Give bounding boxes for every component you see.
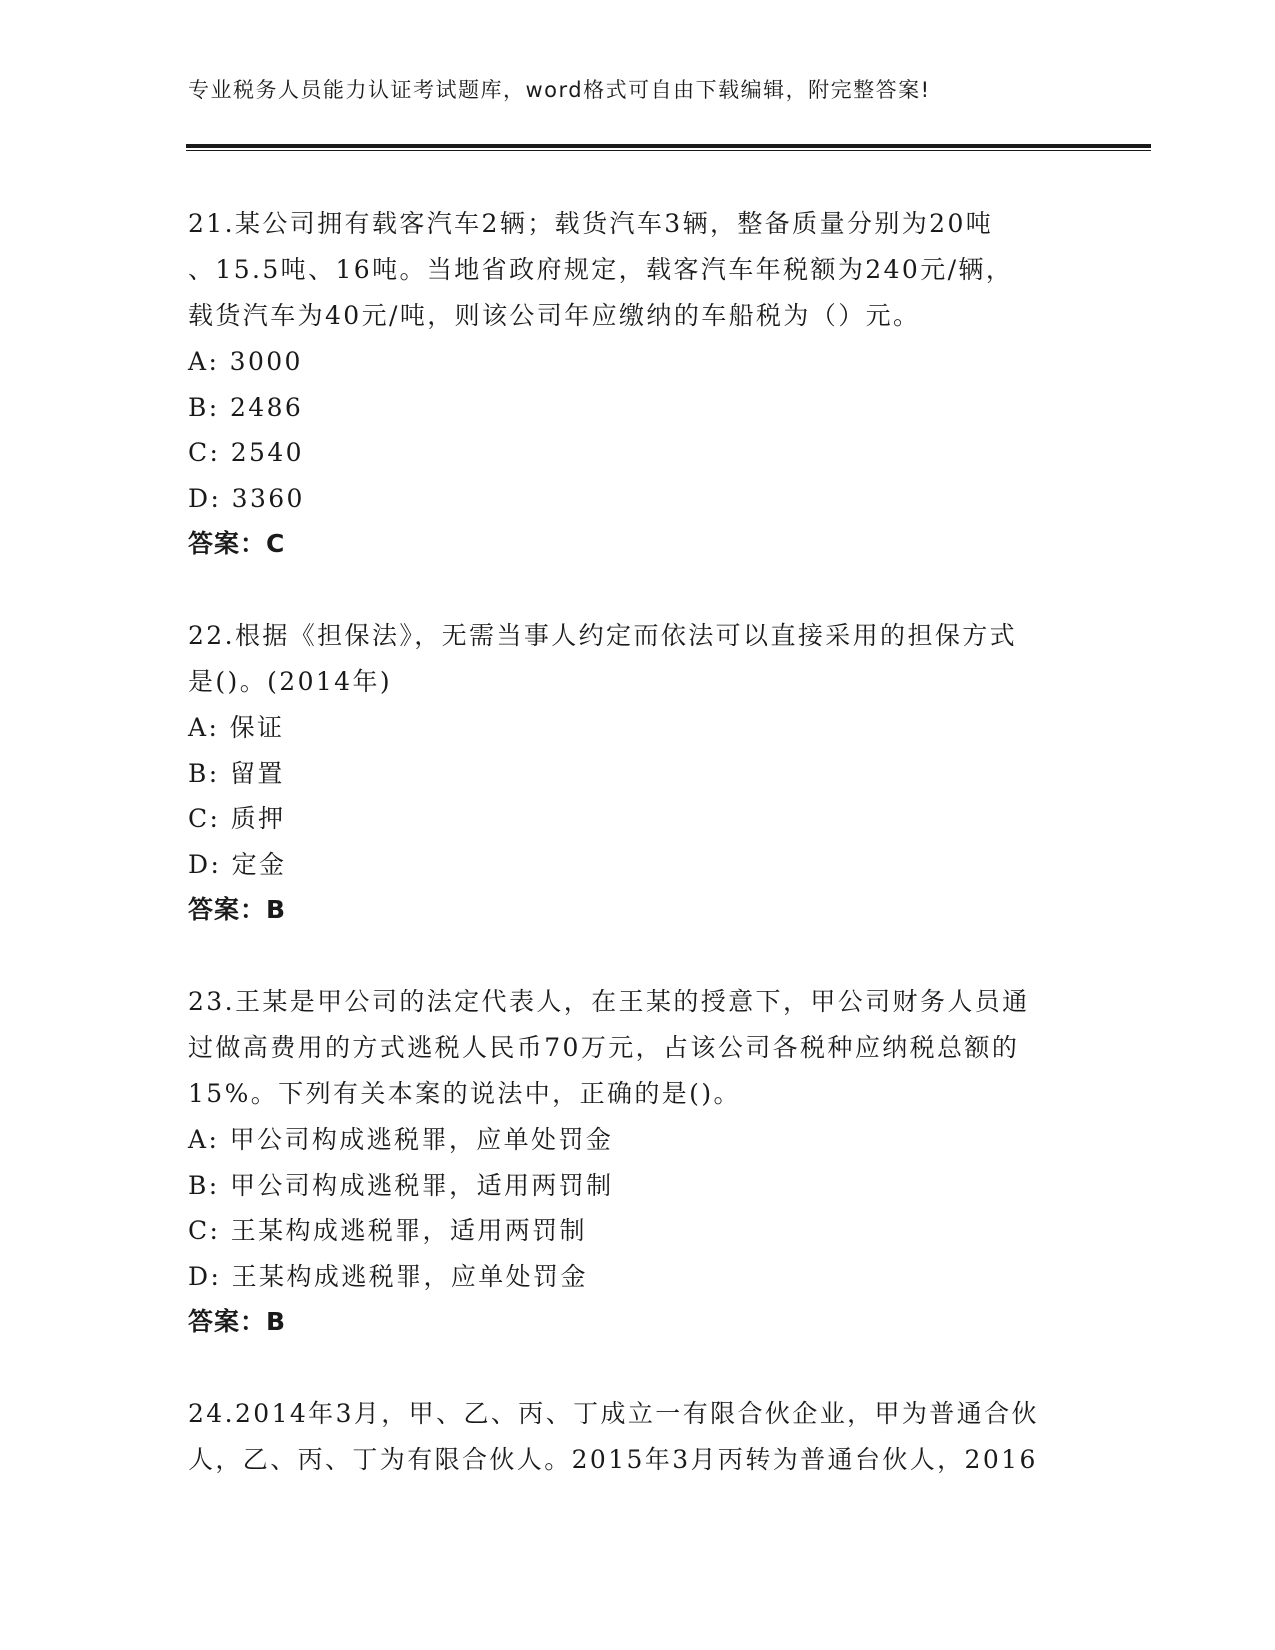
option-a	[188, 1117, 1088, 1163]
option-key: B:	[188, 1170, 220, 1200]
question-24	[188, 1391, 1088, 1483]
option-key: B:	[188, 758, 220, 788]
option-text: 甲公司构成逃税罪，适用两罚制	[229, 1170, 614, 1200]
stem-line: 21.某公司拥有载客汽车2辆；载货汽车3辆，整备质量分别为20吨	[188, 209, 994, 238]
option-text: 2486	[229, 392, 304, 422]
option-text: 保证	[229, 713, 285, 742]
option-text: 甲公司构成逃税罪，应单处罚金	[229, 1125, 614, 1154]
stem-line: 是()。(2014年)	[188, 667, 393, 696]
option-b	[188, 751, 1088, 797]
option-text: 2540	[230, 438, 304, 467]
answer: 答案：C	[188, 529, 286, 558]
question-list	[188, 201, 1088, 1529]
stem-line: 过做高费用的方式逃税人民币70万元，占该公司各税种应纳税总额的	[188, 1033, 1020, 1062]
question-stem	[188, 201, 1088, 339]
option-key: C:	[188, 438, 221, 467]
option-text: 王某构成逃税罪，适用两罚制	[230, 1216, 587, 1245]
question-stem	[188, 613, 1088, 705]
stem-line: 24.2014年3月，甲、乙、丙、丁成立一有限合伙企业，甲为普通合伙	[188, 1399, 1039, 1428]
stem-line: 22.根据《担保法》，无需当事人约定而依法可以直接采用的担保方式	[188, 621, 1018, 650]
option-d	[188, 842, 1088, 888]
stem-line: 人，乙、丙、丁为有限合伙人。2015年3月丙转为普通台伙人，2016	[188, 1445, 1038, 1474]
question-stem	[188, 979, 1088, 1117]
page-header: 专业税务人员能力认证考试题库，word格式可自由下载编辑，附完整答案!	[188, 78, 931, 102]
option-key: D:	[188, 849, 222, 879]
stem-line: 15%。下列有关本案的说法中，正确的是()。	[188, 1079, 741, 1108]
option-b	[188, 1163, 1088, 1209]
option-text: 王某构成逃税罪，应单处罚金	[231, 1261, 588, 1291]
stem-line: 载货汽车为40元/吨，则该公司年应缴纳的车船税为（）元。	[188, 301, 921, 330]
option-a	[188, 339, 1088, 385]
question-stem	[188, 1391, 1088, 1483]
option-key: A:	[188, 347, 220, 376]
option-key: D:	[188, 1261, 222, 1291]
option-b	[188, 385, 1088, 431]
option-text: 质押	[230, 804, 286, 833]
option-text: 3000	[229, 347, 303, 376]
option-c	[188, 430, 1088, 476]
option-d	[188, 1254, 1088, 1300]
option-c	[188, 796, 1088, 842]
question-23	[188, 979, 1088, 1345]
option-text: 3360	[231, 483, 305, 513]
header-rule-thick	[186, 144, 1151, 148]
answer: 答案：B	[188, 895, 287, 924]
stem-line: 23.王某是甲公司的法定代表人，在王某的授意下，甲公司财务人员通	[188, 987, 1030, 1016]
option-a	[188, 705, 1088, 751]
option-text: 定金	[231, 849, 287, 879]
option-d	[188, 476, 1088, 522]
option-key: C:	[188, 1216, 221, 1245]
option-key: D:	[188, 483, 222, 513]
option-text: 留置	[229, 758, 285, 788]
header-rule-thin	[186, 150, 1151, 151]
option-c	[188, 1208, 1088, 1254]
question-22	[188, 613, 1088, 933]
option-key: A:	[188, 713, 220, 742]
option-key: B:	[188, 392, 220, 422]
option-key: C:	[188, 804, 221, 833]
stem-line: 、15.5吨、16吨。当地省政府规定，载客汽车年税额为240元/辆，	[188, 255, 1014, 284]
question-21	[188, 201, 1088, 567]
option-key: A:	[188, 1125, 220, 1154]
answer: 答案：B	[188, 1307, 287, 1336]
